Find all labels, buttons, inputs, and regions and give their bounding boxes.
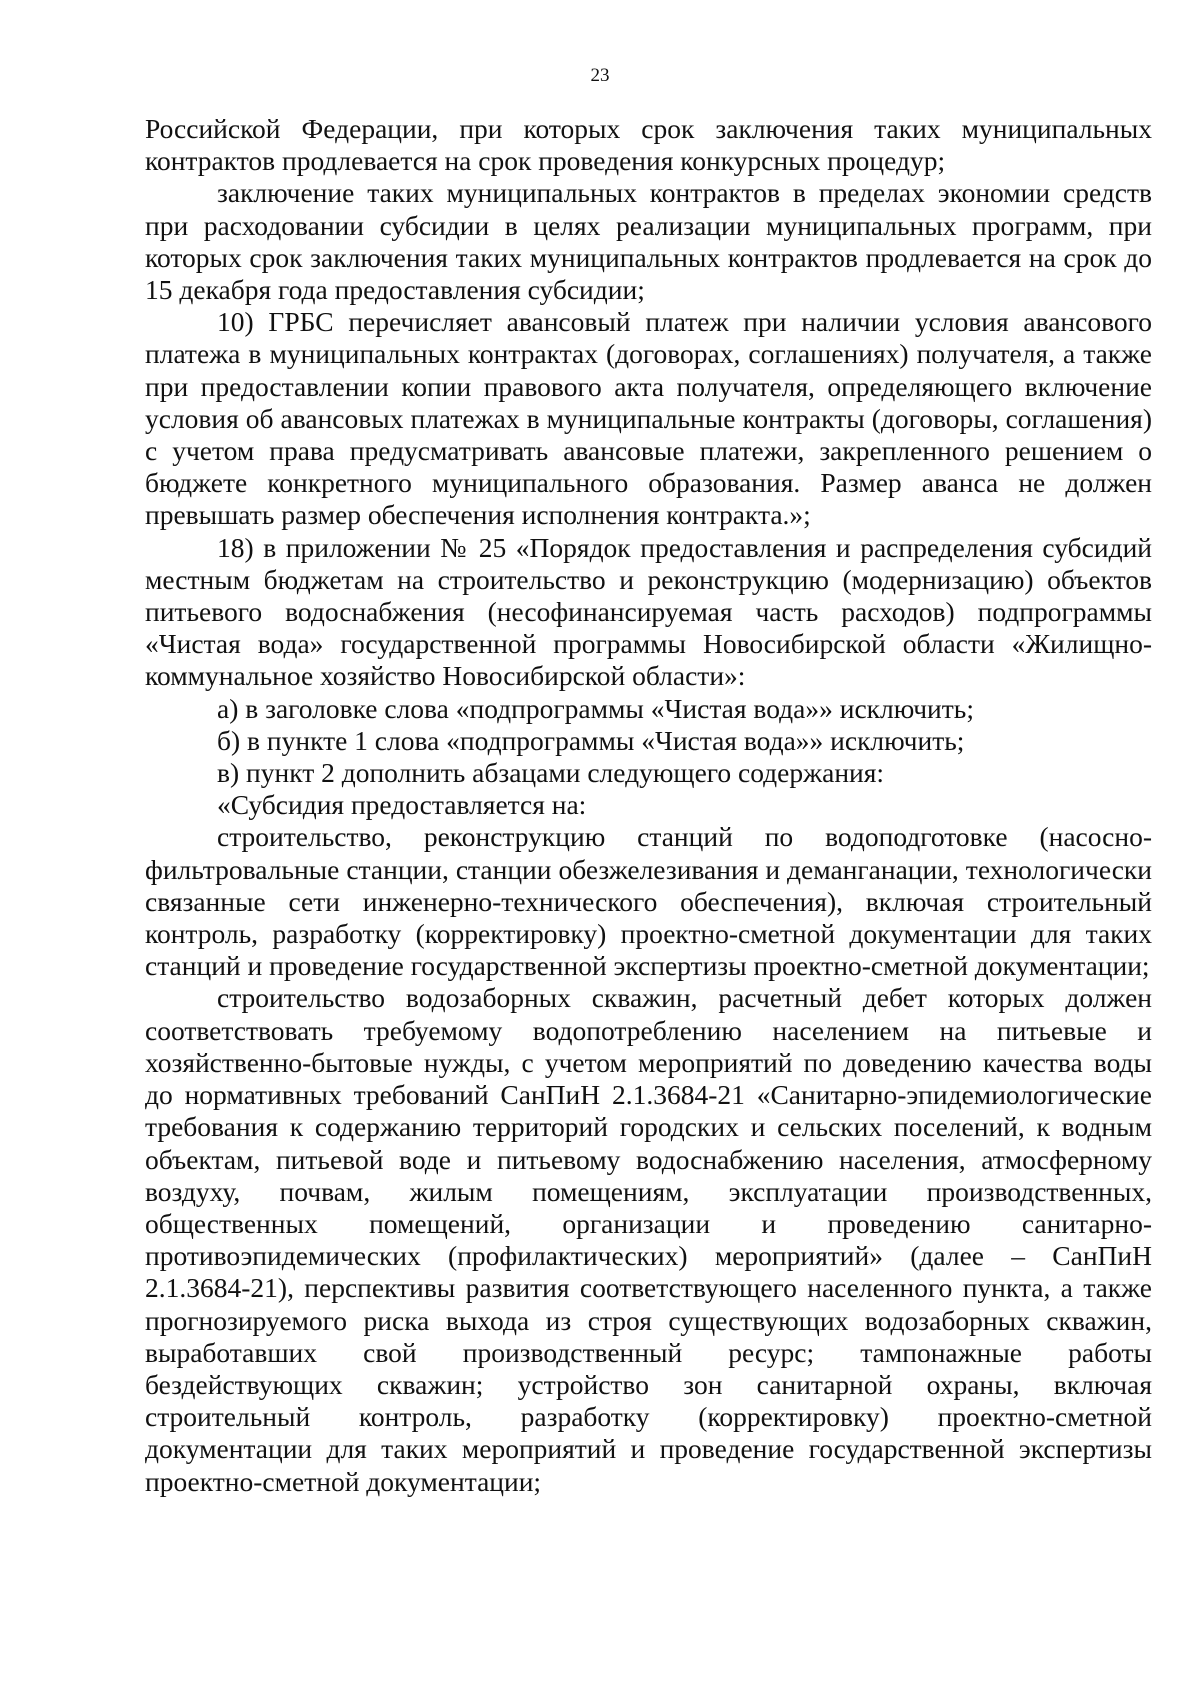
paragraph-water-treatment-stations: строительство, реконструкцию станций по водоподготовке (насосно-фильтровальные станции, станции обезжелезивания и деманганации, технологически связанные сети инженерно-технического обеспечения), включая строительный контроль, разработку (корректировку) проектно-сметной документации для таких станций и проведение государственной экспертизы проектно-сметной документации; [145, 821, 1152, 982]
page-number: 23 [590, 65, 610, 86]
paragraph-item-10-advance-payment: 10) ГРБС перечисляет авансовый платеж при наличии условия авансового платежа в муниципальных контрактах (договорах, соглашениях) получателя, а также при предоставлении копии правового акта получателя, определяющего включение условия об авансовых платежах в муниципальные контракты (договоры, соглашения) с учетом права предусматривать авансовые платежи, закрепленного решением о бюджете конкретного муниципального образования. Размер аванса не должен превышать размер обеспечения исполнения контракта.»; [145, 306, 1152, 531]
paragraph-item-18-appendix-25: 18) в приложении № 25 «Порядок предоставления и распределения субсидий местным бюджетам на строительство и реконструкцию (модернизацию) объектов питьевого водоснабжения (несофинансируемая часть расходов) подпрограммы «Чистая вода» государственной программы Новосибирской области «Жилищно-коммунальное хозяйство Новосибирской области»: [145, 531, 1152, 692]
paragraph-continuation: Российской Федерации, при которых срок заключения таких муниципальных контрактов продлевается на срок проведения конкурсных процедур; [145, 113, 1152, 177]
paragraph-subitem-a: а) в заголовке слова «подпрограммы «Чистая вода»» исключить; [217, 692, 974, 724]
paragraph-contract-savings: заключение таких муниципальных контрактов в пределах экономии средств при расходовании субсидии в целях реализации муниципальных программ, при которых срок заключения таких муниципальных контрактов продлевается на срок до 15 декабря года предоставления субсидии; [145, 177, 1152, 306]
paragraph-subitem-v: в) пункт 2 дополнить абзацами следующего содержания: [217, 757, 885, 789]
paragraph-water-wells: строительство водозаборных скважин, расчетный дебет которых должен соответствовать требуемому водопотреблению населением на питьевые и хозяйственно-бытовые нужды, с учетом мероприятий по доведению качества воды до нормативных требований СанПиН 2.1.3684-21 «Санитарно-эпидемиологические требования к содержанию территорий городских и сельских поселений, к водным объектам, питьевой воде и питьевому водоснабжению населения, атмосферному воздуху, почвам, жилым помещениям, эксплуатации производственных, общественных помещений, организации и проведению санитарно-противоэпидемических (профилактических) мероприятий» (далее – СанПиН 2.1.3684-21), перспективы развития соответствующего населенного пункта, а также прогнозируемого риска выхода из строя существующих водозаборных скважин, выработавших свой производственный ресурс; тампонажные работы бездействующих скважин; устройство зон санитарной охраны, включая строительный контроль, разработку (корректировку) проектно-сметной документации для таких мероприятий и проведение государственной экспертизы проектно-сметной документации; [145, 982, 1152, 1497]
paragraph-subsidy-intro: «Субсидия предоставляется на: [217, 789, 587, 821]
paragraph-subitem-b: б) в пункте 1 слова «подпрограммы «Чистая вода»» исключить; [217, 724, 965, 756]
document-body [145, 113, 1152, 1498]
